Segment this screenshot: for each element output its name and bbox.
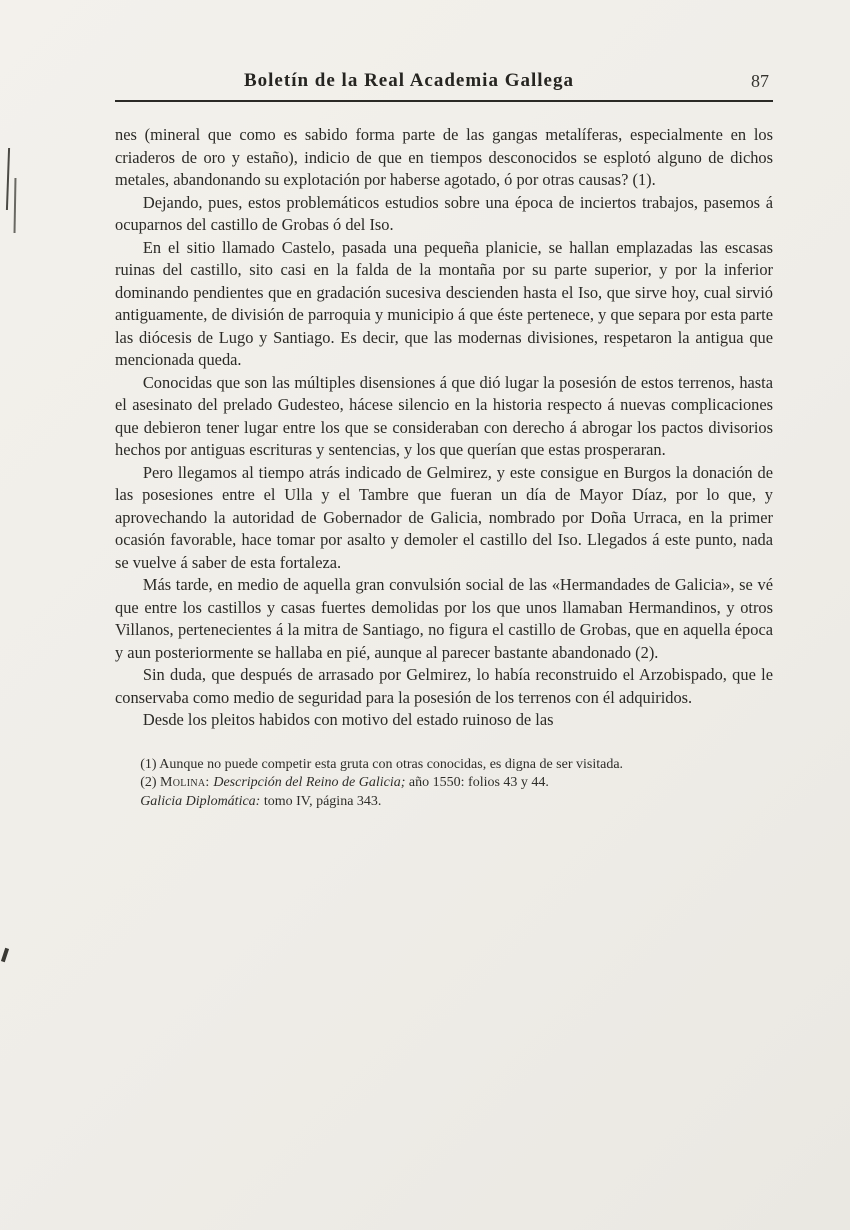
scan-artifact-mark: [1, 948, 9, 963]
paragraph: Desde los pleitos habidos con motivo del estado ruinoso de las: [142, 710, 554, 729]
footnote-1: (1) Aunque no puede competir esta gruta con otras conocidas, es digna de ser visitada.: [140, 756, 624, 772]
footnote-2-author: Molina:: [160, 775, 214, 790]
page-header: [115, 70, 773, 102]
paragraph: nes (mineral que como es sabido forma parte de las gangas metalíferas, especialmente en los criaderos de oro y estaño), indicio de que en tiempos desconocidos se esplotó alguno de dichos metales, abandonando su explotación por haberse agotado, ó por otras causas? (1).: [115, 125, 773, 189]
paragraph: Más tarde, en medio de aquella gran convulsión social de las «Hermandades de Galicia», se vé que entre los castillos y casas fuertes demolidas por los que unos llamaban Hermandinos, y otros Villanos, pertenecientes á la mitra de Santiago, no figura el castillo de Grobas, que en aquella época y aun posteriormente se hallaba en pié, aunque al parecer bastante abandonado (2).: [115, 575, 773, 662]
page-number: 87: [751, 71, 769, 91]
footnote-2: [115, 774, 773, 793]
scan-artifact-mark: [6, 148, 10, 210]
footnotes: [115, 756, 773, 812]
footnote-2-work-title-2: Galicia Diplomática:: [140, 793, 261, 809]
footnote-2-rest: año 1550: folios 43 y 44.: [405, 775, 549, 790]
paragraph: Conocidas que son las múltiples disensiones á que dió lugar la posesión de estos terrenos, hasta el asesinato del prelado Gudesteo, hácese silencio en la historia respecto á nuevas complicaciones que debieron tener lugar entre los que se consideraban con derecho á abrogar los pactos divisorios hechos por antiguas escrituras y sentencias, y los que querían que estas prosperaran.: [115, 372, 773, 459]
footnote-2-marker: (2): [140, 775, 161, 790]
scan-artifact-mark: [14, 178, 17, 233]
journal-title: Boletín de la Real Academia Gallega: [243, 70, 574, 91]
paragraph: Dejando, pues, estos problemáticos estudios sobre una época de inciertos trabajos, pasemos á ocuparnos del castillo de Grobas ó del Iso.: [115, 192, 773, 234]
footnote-2-line2: [115, 793, 773, 812]
paragraph: Pero llegamos al tiempo atrás indicado de Gelmirez, y este consigue en Burgos la donación de las posesiones entre el Ulla y el Tambre que fueran un día de Mayor Díaz, por lo que, y aprovechando la autoridad de Gobernador de Galicia, nombrado por Doña Urraca, en la primer ocasión favorable, hace tomar por asalto y demoler el castillo del Iso. Llegados á este punto, nada se vuelve á saber de esta fortaleza.: [115, 462, 773, 572]
footnote-2-rest-2: tomo IV, página 343.: [260, 793, 382, 809]
page-content: [115, 70, 773, 811]
footnote-2-work-title: Descripción del Reino de Galicia;: [213, 775, 406, 790]
paragraph: En el sitio llamado Castelo, pasada una pequeña planicie, se hallan emplazadas las escasas ruinas del castillo, sito casi en la falda de la montaña por su parte superior, y por la inferior dominando pendientes que en gradación sucesiva descienden hasta el Iso, que sirve hoy, cual sirvió antiguamente, de división de parroquia y municipio á que éste pertenece, y que separa por esta parte las diócesis de Lugo y Santiago. Es decir, que las modernas divisiones, respetaron la antigua que mencionada queda.: [115, 237, 773, 369]
body-text: [115, 124, 773, 732]
paragraph: Sin duda, que después de arrasado por Gelmirez, lo había reconstruido el Arzobispado, que le conservaba como medio de seguridad para la posesión de los terrenos con él adquiridos.: [115, 665, 773, 707]
